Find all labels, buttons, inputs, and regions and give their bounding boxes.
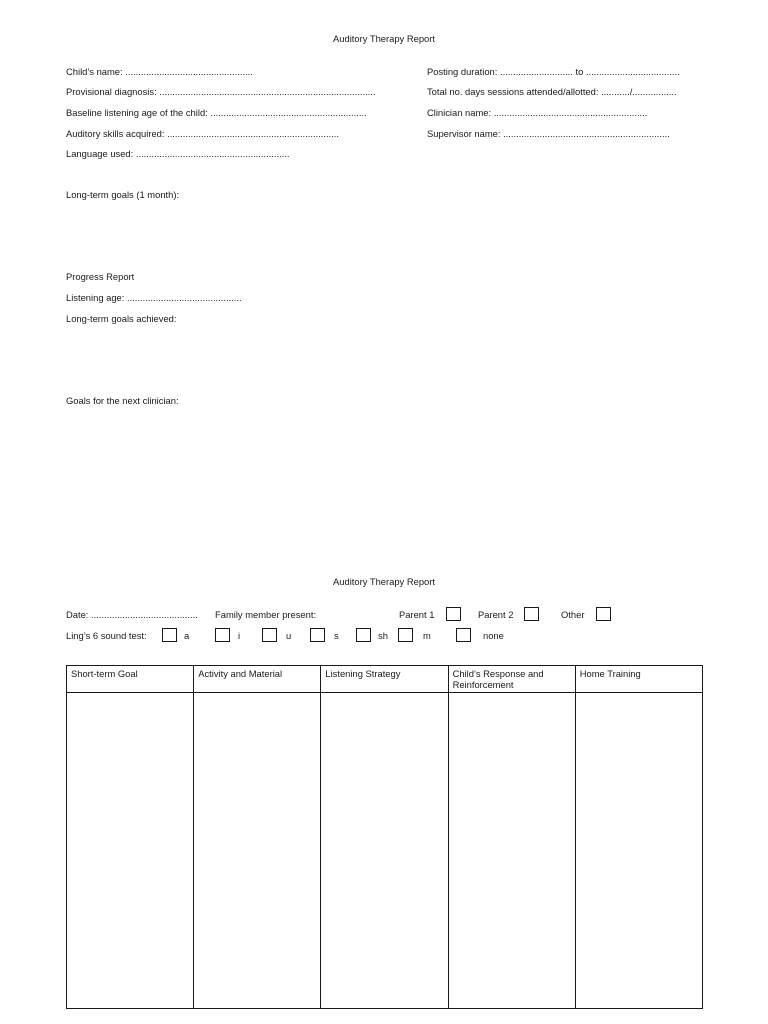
- posting-duration-field[interactable]: Posting duration: ............................ to ....................................: [427, 66, 680, 77]
- col-short-term-goal: Short-term Goal: [67, 666, 194, 693]
- date-field[interactable]: Date: .........................................: [66, 609, 198, 620]
- sound-m-label: m: [423, 630, 431, 641]
- parent2-checkbox[interactable]: [524, 607, 539, 621]
- auditory-skills-field[interactable]: Auditory skills acquired: ..................................................................: [66, 128, 339, 139]
- goals-next-clinician-label: Goals for the next clinician:: [66, 395, 179, 406]
- sound-s-label: s: [334, 630, 339, 641]
- parent2-label: Parent 2: [478, 609, 514, 620]
- cell-activity-material[interactable]: [194, 693, 321, 1009]
- sound-a-checkbox[interactable]: [162, 628, 177, 642]
- other-label: Other: [561, 609, 585, 620]
- progress-report-heading: Progress Report: [66, 271, 135, 282]
- col-home-training: Home Training: [575, 666, 702, 693]
- parent1-label: Parent 1: [399, 609, 435, 620]
- listening-age-field[interactable]: Listening age: ............................................: [66, 292, 242, 303]
- other-checkbox[interactable]: [596, 607, 611, 621]
- cell-childs-response[interactable]: [448, 693, 575, 1009]
- col-childs-response: Child’s Response and Reinforcement: [448, 666, 575, 693]
- therapy-session-table: [66, 665, 703, 1009]
- sound-sh-checkbox[interactable]: [356, 628, 371, 642]
- cell-listening-strategy[interactable]: [321, 693, 448, 1009]
- sound-sh-label: sh: [378, 630, 388, 641]
- ling-test-label: Ling’s 6 sound test:: [66, 630, 147, 641]
- parent1-checkbox[interactable]: [446, 607, 461, 621]
- cell-short-term-goal[interactable]: [67, 693, 194, 1009]
- provisional-diagnosis-field[interactable]: Provisional diagnosis: ...................................................................................: [66, 86, 376, 97]
- childs-name-field[interactable]: Child’s name: .................................................: [66, 66, 253, 77]
- supervisor-name-field[interactable]: Supervisor name: ................................................................: [427, 128, 670, 139]
- cell-home-training[interactable]: [575, 693, 702, 1009]
- report-title-session: Auditory Therapy Report: [333, 576, 435, 587]
- sound-i-label: i: [238, 630, 241, 641]
- sound-u-checkbox[interactable]: [262, 628, 277, 642]
- long-term-goals-label: Long-term goals (1 month):: [66, 189, 180, 200]
- sessions-attended-field[interactable]: Total no. days sessions attended/allotted: .........../.................: [427, 86, 677, 97]
- sound-u-label: u: [286, 630, 292, 641]
- long-term-goals-achieved-label: Long-term goals achieved:: [66, 313, 177, 324]
- col-activity-material: Activity and Material: [194, 666, 321, 693]
- clinician-name-field[interactable]: Clinician name: ...........................................................: [427, 107, 648, 118]
- language-used-field[interactable]: Language used: ...........................................................: [66, 148, 290, 159]
- sound-s-checkbox[interactable]: [310, 628, 325, 642]
- sound-none-label: none: [483, 630, 504, 641]
- baseline-listening-age-field[interactable]: Baseline listening age of the child: ............................................................: [66, 107, 367, 118]
- sound-a-label: a: [184, 630, 190, 641]
- sound-none-checkbox[interactable]: [456, 628, 471, 642]
- family-member-label: Family member present:: [215, 609, 317, 620]
- report-title: Auditory Therapy Report: [333, 33, 435, 44]
- sound-m-checkbox[interactable]: [398, 628, 413, 642]
- sound-i-checkbox[interactable]: [215, 628, 230, 642]
- col-listening-strategy: Listening Strategy: [321, 666, 448, 693]
